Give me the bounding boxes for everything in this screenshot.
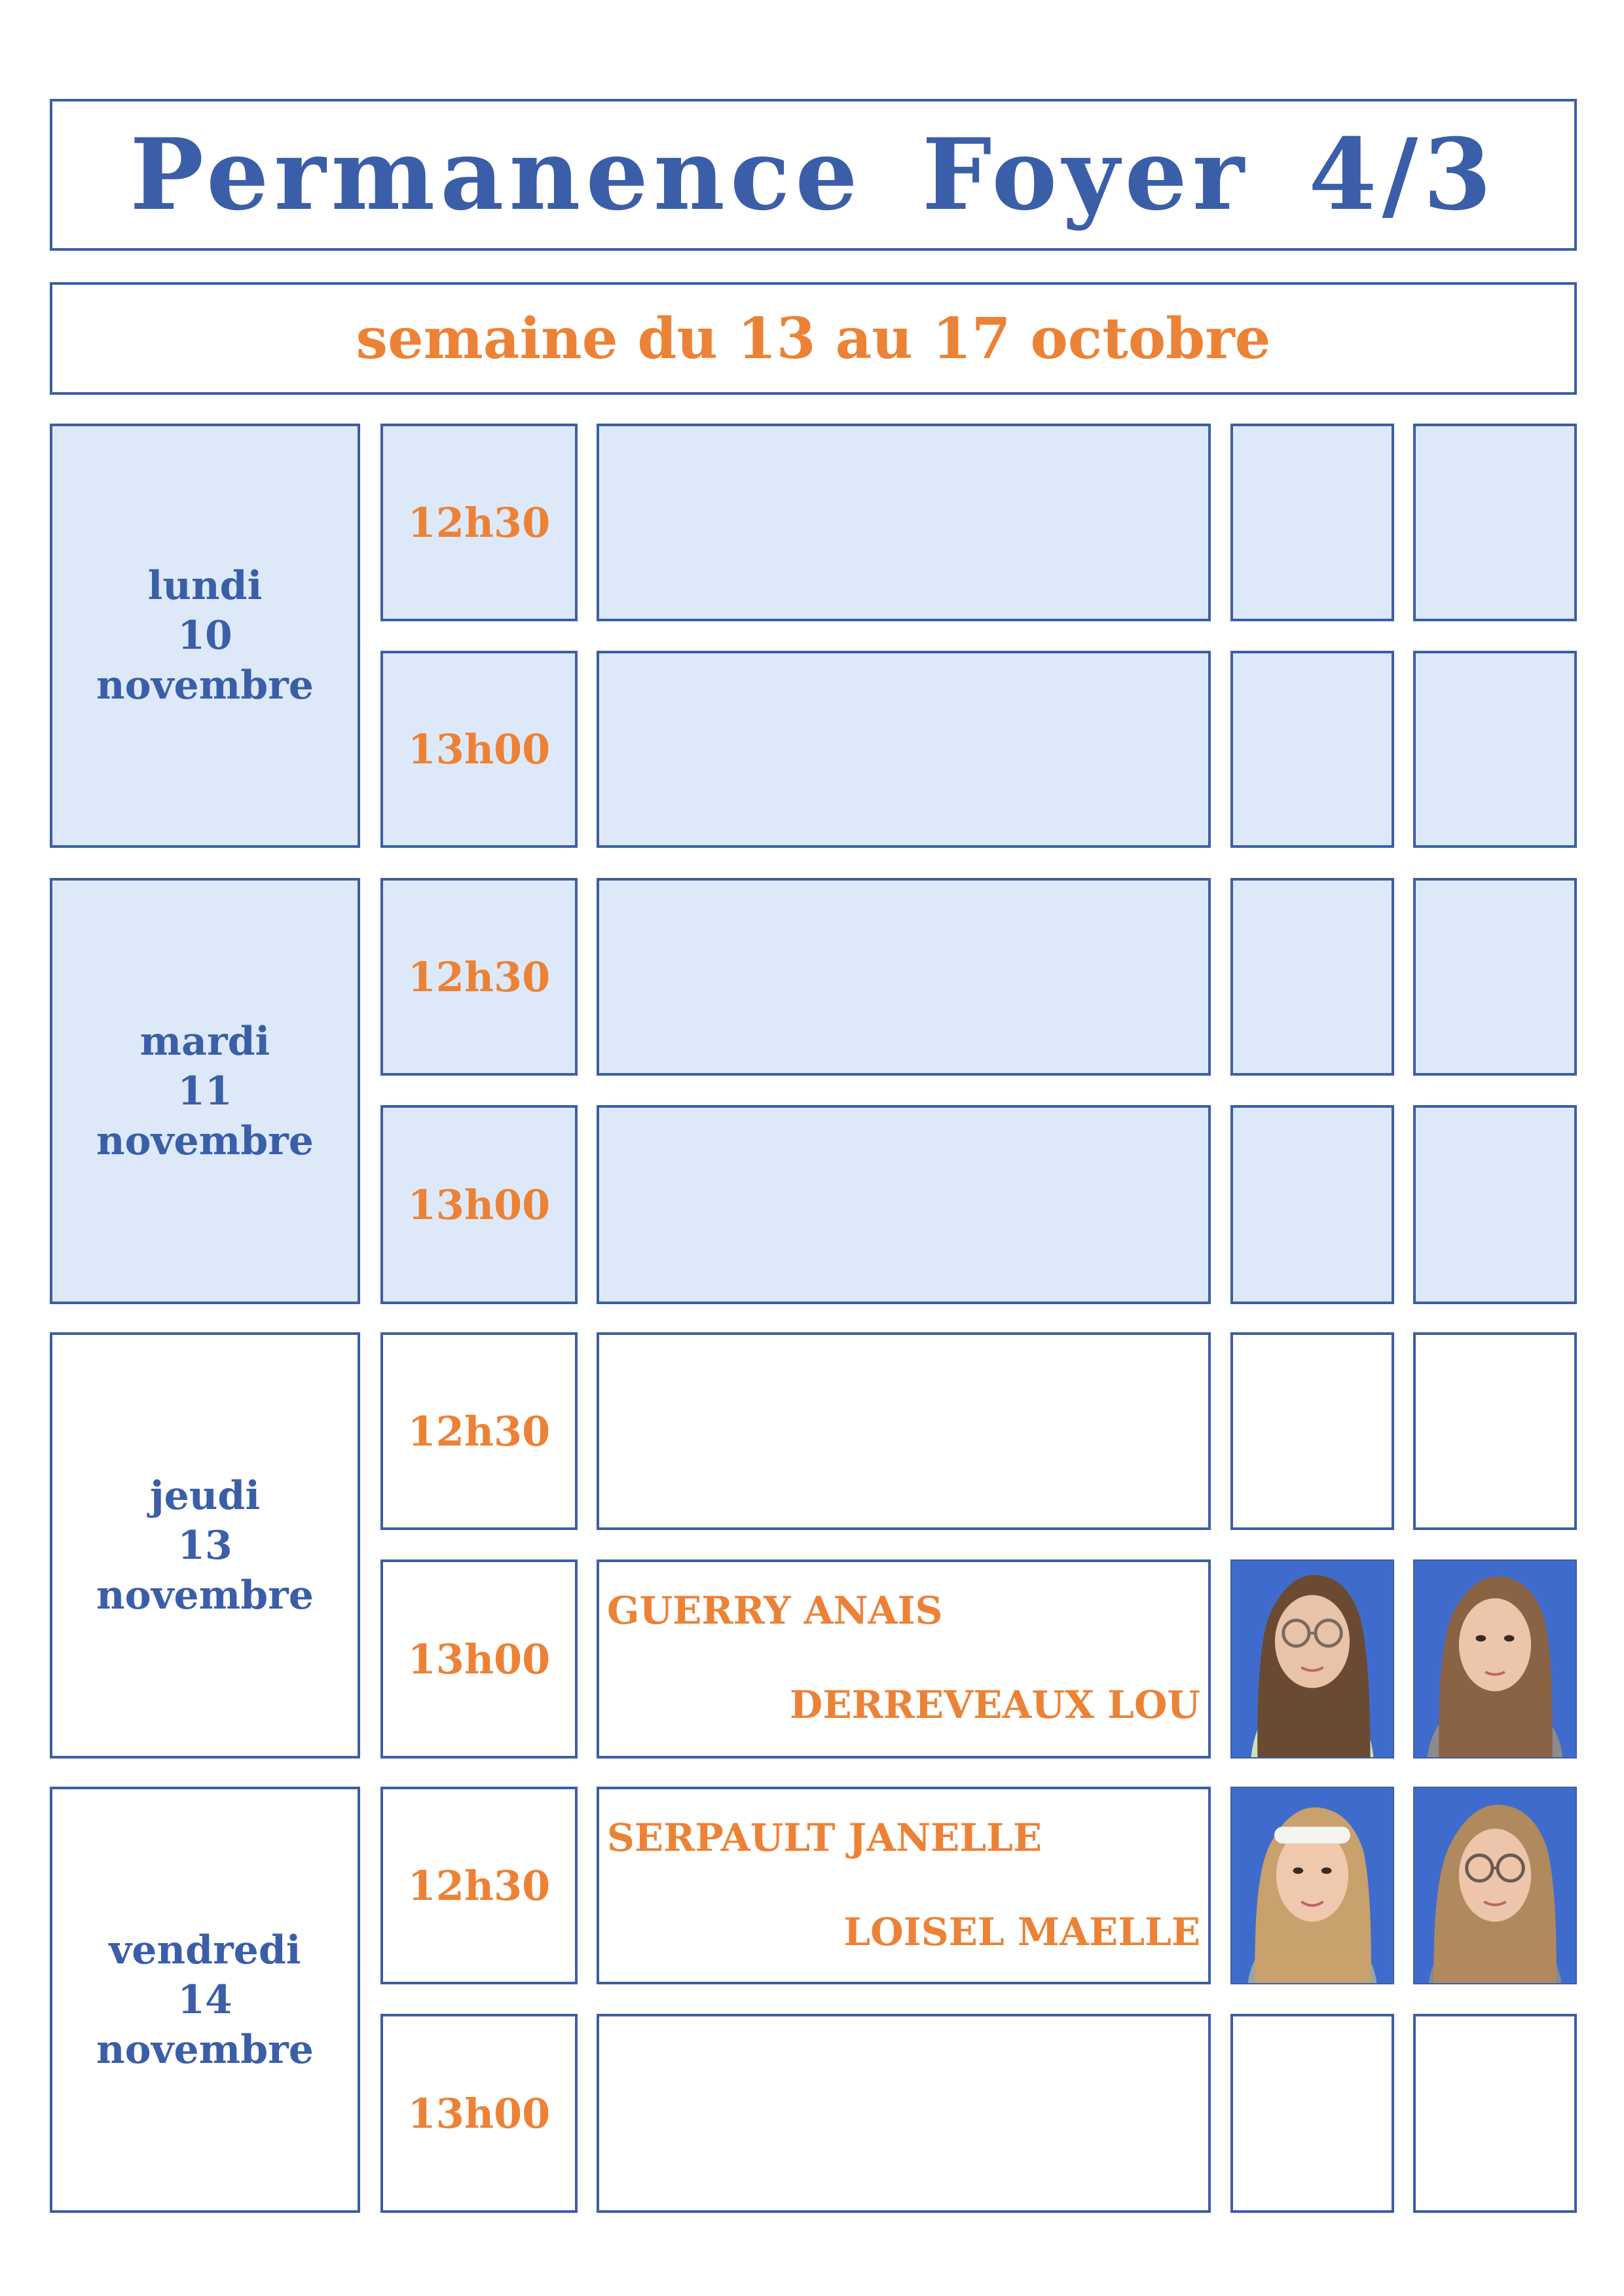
page-title: Permanence Foyer 4/3 [130,117,1497,232]
photo-cell [1230,878,1394,1076]
time-label: 12h30 [407,1407,551,1455]
time-cell [380,424,578,621]
time-label: 13h00 [407,1635,551,1683]
time-label: 12h30 [407,1861,551,1910]
week-label: semaine du 13 au 17 octobre [356,305,1271,372]
time-label: 13h00 [407,725,551,773]
photo-cell [1413,1332,1577,1530]
day-weekday: vendredi [109,1927,301,1973]
photo-cell [1413,1105,1577,1304]
photo-cell [1413,878,1577,1076]
time-label: 13h00 [407,2089,551,2138]
day-weekday: jeudi [149,1472,261,1519]
time-label: 13h00 [407,1180,551,1229]
photo-cell [1230,2014,1394,2213]
time-cell [380,651,578,848]
day-weekday: mardi [139,1018,270,1065]
time-cell [380,1332,578,1530]
day-cell-lundi [50,424,360,848]
student-name-2: DERREVEAUX LOU [790,1683,1200,1727]
time-cell [380,878,578,1076]
student-photo [1413,1787,1577,1984]
photo-cell [1230,651,1394,848]
day-cell-vendredi [50,1787,360,2213]
day-date: 10 [177,613,232,659]
student-name-1: GUERRY ANAIS [607,1588,943,1633]
day-weekday: lundi [147,563,263,609]
day-month: novembre [96,1572,314,1618]
day-date: 13 [177,1522,232,1569]
day-month: novembre [96,1118,314,1164]
student-name-2: LOISEL MAELLE [843,1910,1200,1954]
time-cell [380,1787,578,1984]
portrait-icon [1414,1788,1576,1983]
portrait-icon [1232,1561,1393,1757]
student-name-1: SERPAULT JANELLE [607,1815,1043,1860]
day-cell-jeudi [50,1332,360,1758]
names-cell [597,1105,1211,1304]
portrait-icon [1414,1561,1576,1757]
day-date: 14 [177,1977,232,2023]
photo-cell [1230,1332,1394,1530]
day-month: novembre [96,663,314,708]
day-date: 11 [177,1068,232,1114]
portrait-icon [1232,1788,1393,1983]
time-label: 12h30 [407,953,551,1001]
time-label: 12h30 [407,498,551,547]
names-cell [597,424,1211,621]
student-photo [1413,1559,1577,1758]
photo-cell [1413,2014,1577,2213]
photo-cell [1413,651,1577,848]
names-cell [597,651,1211,848]
day-cell-mardi [50,878,360,1304]
title-box [50,99,1577,251]
names-cell [597,1559,1211,1758]
names-cell [597,1332,1211,1530]
time-cell [380,1559,578,1758]
photo-cell [1230,1105,1394,1304]
time-cell [380,1105,578,1304]
photo-cell [1230,424,1394,621]
photo-cell [1413,424,1577,621]
names-cell [597,1787,1211,1984]
names-cell [597,2014,1211,2213]
student-photo [1230,1559,1394,1758]
names-cell [597,878,1211,1076]
student-photo [1230,1787,1394,1984]
time-cell [380,2014,578,2213]
day-month: novembre [96,2026,314,2073]
week-box [50,282,1577,395]
